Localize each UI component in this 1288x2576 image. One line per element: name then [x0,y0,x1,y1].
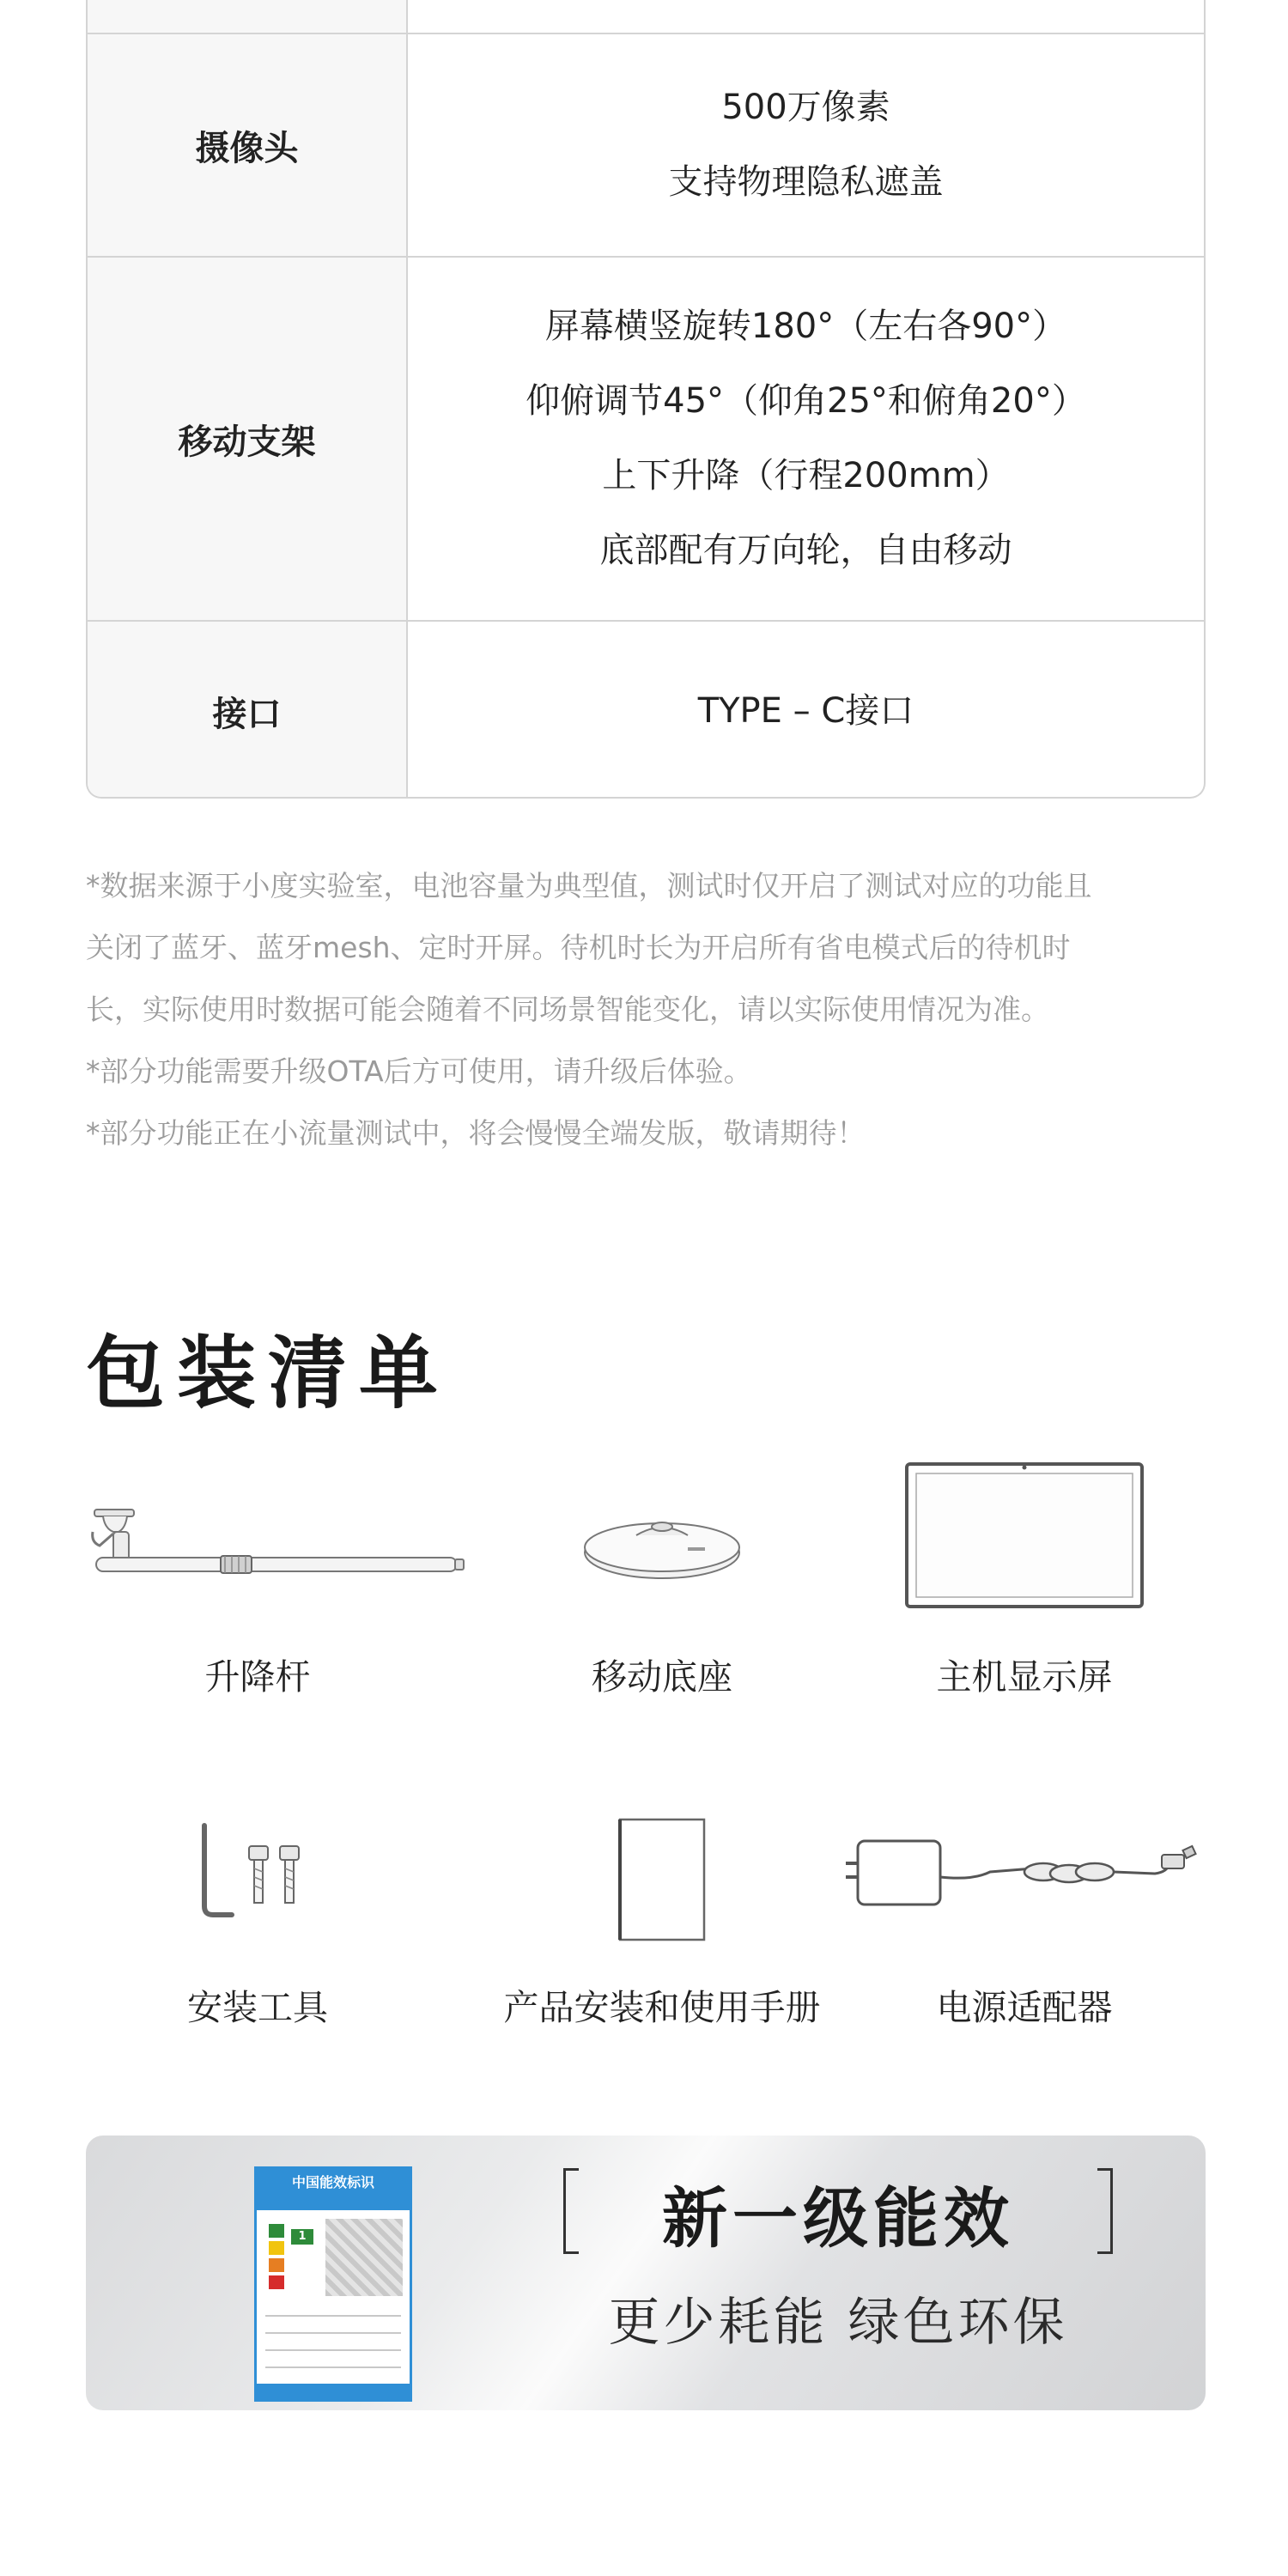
energy-title [563,2168,1113,2257]
spec-value-camera [408,34,1204,256]
packing-item-label: 升降杆 [204,1656,311,1698]
mobile-base-icon [576,1503,748,1589]
packing-item-label: 电源适配器 [936,1987,1113,2028]
grade-bar-2 [269,2241,284,2255]
packing-item-tools [69,1812,447,2052]
spec-row-port [88,620,1204,799]
divider [265,2332,401,2334]
energy-grade-badge: 1 [291,2229,313,2245]
spec-value [408,0,1204,33]
packing-item-label: 产品安装和使用手册 [503,1987,821,2028]
install-tools-icon [189,1820,326,1932]
spec-line: TYPE – C接口 [697,690,914,731]
spec-label-stand: 移动支架 [88,258,408,620]
spec-line: 屏幕横竖旋转180°（左右各90°） [544,307,1067,346]
lift-pole-icon [88,1494,483,1597]
spec-value-port [408,622,1204,799]
packing-item-mobile-base [473,1477,851,1709]
energy-label-footer [257,2384,410,2399]
energy-label-image [254,2166,412,2402]
spec-label-port: 接口 [88,622,408,799]
display-screen-icon [904,1460,1145,1614]
power-adapter-icon [844,1829,1205,1923]
spec-line: 仰俯调节45°（仰角25°和俯角20°） [526,381,1086,421]
packing-item-manual [473,1812,851,2052]
qr-code-icon [325,2219,403,2296]
spec-line: 支持物理隐私遮盖 [668,162,944,202]
energy-efficiency-banner [86,2136,1206,2410]
divider [265,2349,401,2351]
spec-value-stand [408,258,1204,620]
divider [265,2366,401,2368]
spec-line: 底部配有万向轮，自由移动 [599,531,1012,570]
footnote-line: *数据来源于小度实验室，电池容量为典型值，测试时仅开启了测试对应的功能且 [86,869,1092,902]
spec-row-camera [88,33,1204,256]
spec-row-partial [88,0,1204,33]
manual-icon [615,1816,709,1945]
packing-item-adapter [835,1812,1213,2052]
bracket-left-icon [563,2168,579,2254]
packing-list-title: 包装清单 [86,1327,451,1419]
spec-label [88,0,408,33]
footnotes [86,855,1211,1164]
packing-item-label: 主机显示屏 [936,1656,1113,1698]
spec-line: 上下升降（行程200mm） [602,456,1010,495]
footnote-line: 长，实际使用时数据可能会随着不同场景智能变化，请以实际使用情况为准。 [86,993,1049,1026]
spec-row-stand [88,256,1204,620]
energy-subtitle: 更少耗能 绿色环保 [608,2293,1068,2353]
grade-bar-1 [269,2224,284,2238]
divider [265,2315,401,2317]
spec-label-camera: 摄像头 [88,34,408,256]
energy-label-header: 中国能效标识 [257,2169,410,2196]
footnote-line: *部分功能需要升级OTA后方可使用，请升级后体验。 [86,1054,752,1088]
energy-label-subheader [257,2196,410,2210]
spec-line: 500万像素 [721,88,890,127]
bracket-right-icon [1097,2168,1113,2254]
footnote-line: 关闭了蓝牙、蓝牙mesh、定时开屏。待机时长为开启所有省电模式后的待机时 [86,931,1071,964]
grade-bar-3 [269,2258,284,2272]
packing-item-label: 安装工具 [187,1987,328,2028]
packing-item-label: 移动底座 [592,1656,732,1698]
packing-item-display [835,1460,1213,1709]
footnote-line: *部分功能正在小流量测试中，将会慢慢全端发版，敬请期待！ [86,1116,866,1150]
spec-table [86,0,1206,799]
energy-title-text: 新一级能效 [662,2179,1014,2257]
packing-item-lift-pole [69,1477,447,1709]
grade-bar-4 [269,2275,284,2289]
